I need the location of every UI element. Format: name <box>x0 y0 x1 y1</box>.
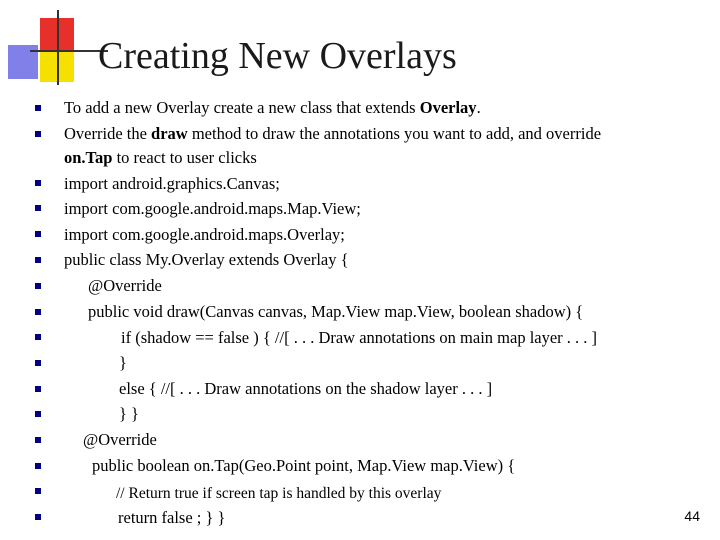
bold-keyword: on.Tap <box>64 148 113 167</box>
bold-keyword: draw <box>151 124 188 143</box>
bullet-marker <box>35 180 41 186</box>
content-line <box>64 252 349 269</box>
content-line <box>64 227 345 244</box>
bullet-marker <box>35 283 41 289</box>
bullet-marker <box>35 231 41 237</box>
logo-vertical-line <box>57 10 59 85</box>
slide-logo <box>0 0 110 95</box>
content-line <box>116 486 441 502</box>
content-line <box>64 126 601 143</box>
line-text: method to draw the annotations you want to add, and override <box>187 124 602 143</box>
line-text: if (shadow == false ) { //[ . . . Draw annotations on main map layer . . . ] <box>121 328 598 347</box>
bullet-marker <box>35 437 41 443</box>
line-text: to react to user clicks <box>112 148 257 167</box>
bullet-marker <box>35 205 41 211</box>
content-line <box>83 432 157 449</box>
content-line <box>64 176 280 193</box>
line-text: import android.graphics.Canvas; <box>64 174 280 193</box>
bullet-marker <box>35 514 41 520</box>
bullet-marker <box>35 334 41 340</box>
bullet-marker <box>35 360 41 366</box>
page-number: 44 <box>684 508 700 524</box>
line-text: import com.google.android.maps.Map.View; <box>64 199 361 218</box>
bullet-marker <box>35 131 41 137</box>
bullet-marker <box>35 463 41 469</box>
content-line <box>118 510 225 527</box>
line-text: public boolean on.Tap(Geo.Point point, Map.View map.View) { <box>92 456 516 475</box>
bullet-marker <box>35 411 41 417</box>
content-line <box>88 304 583 321</box>
content-line <box>119 355 127 372</box>
line-text: import com.google.android.maps.Overlay; <box>64 225 345 244</box>
line-text: Override the <box>64 124 152 143</box>
line-text: public void draw(Canvas canvas, Map.View map.View, boolean shadow) { <box>88 302 584 321</box>
logo-horizontal-line <box>30 50 108 52</box>
bullet-marker <box>35 386 41 392</box>
bullet-marker <box>35 257 41 263</box>
slide-title: Creating New Overlays <box>98 35 457 77</box>
line-text: To add a new Overlay create a new class that extends <box>64 98 420 117</box>
content-line <box>119 381 492 398</box>
bullet-marker <box>35 488 41 494</box>
bullet-marker <box>35 309 41 315</box>
content-line <box>119 406 139 423</box>
bullet-marker <box>35 105 41 111</box>
line-text: // Return true if screen tap is handled by this overlay <box>116 485 442 502</box>
content-line <box>64 150 257 167</box>
content-line <box>121 330 597 347</box>
line-text: return false ; } } <box>118 508 226 527</box>
content-line <box>64 100 481 117</box>
line-text: @Override <box>83 430 157 449</box>
content-line <box>92 458 515 475</box>
line-text: } <box>119 353 127 372</box>
bold-keyword: Overlay <box>419 98 477 117</box>
content-line <box>64 201 361 218</box>
line-text: public class My.Overlay extends Overlay { <box>64 250 349 269</box>
line-text: . <box>476 98 481 117</box>
content-line <box>88 278 162 295</box>
line-text: else { //[ . . . Draw annotations on the shadow layer . . . ] <box>119 379 493 398</box>
line-text: } } <box>119 404 139 423</box>
line-text: @Override <box>88 276 162 295</box>
